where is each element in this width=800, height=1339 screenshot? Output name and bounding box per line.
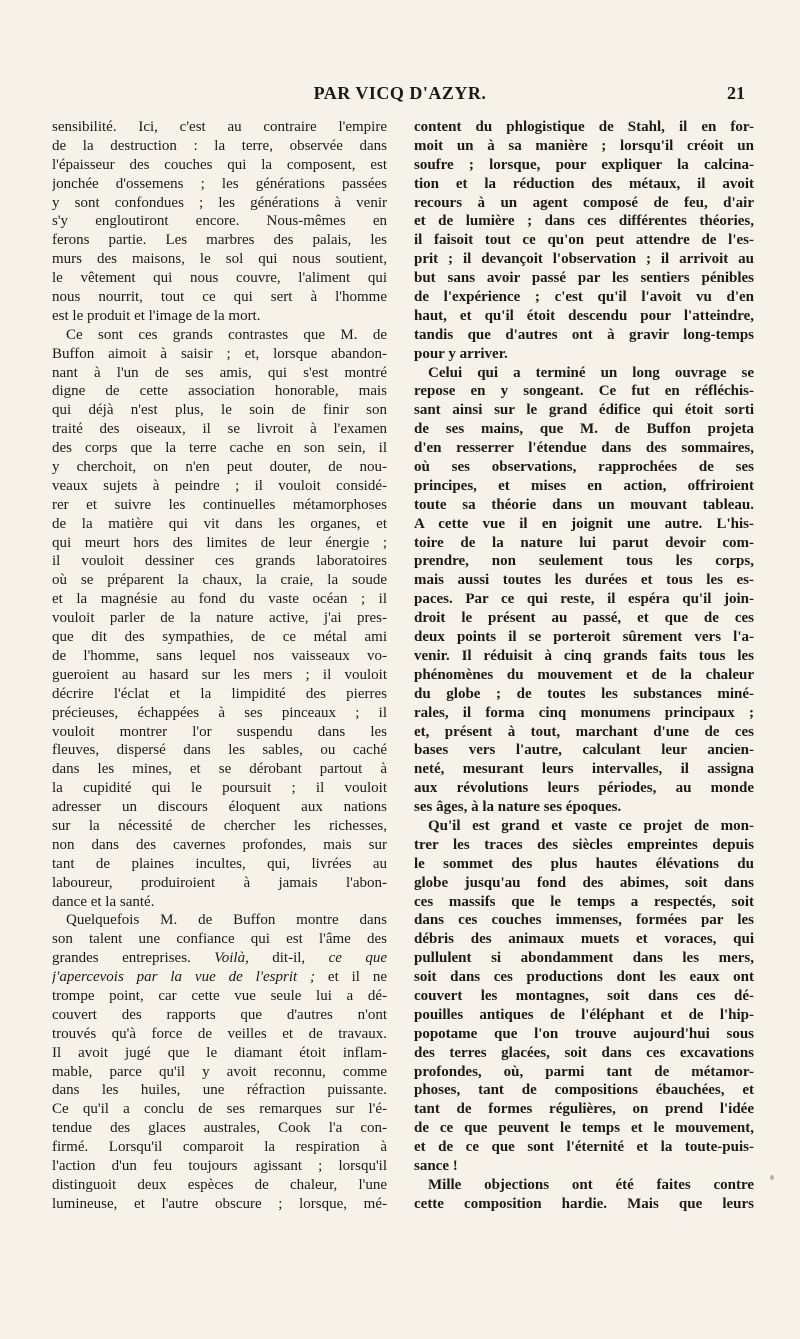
text-line: venir. Il réduisit à cinq grands faits tous les: [414, 647, 754, 664]
text-line: tendue des glaces australes, Cook l'a con-: [52, 1120, 387, 1137]
page-header: [0, 83, 800, 107]
text-line: couvert des rapports que d'autres n'ont: [52, 1006, 387, 1023]
text-line: Mille objections ont été faites contre: [428, 1176, 754, 1193]
text-line: jonchée d'ossemens ; les générations passées: [52, 175, 387, 192]
text-line: tion et la réduction des métaux, il avoit: [414, 175, 754, 192]
text-line: trouvés qu'à force de veilles et de travaux.: [52, 1025, 387, 1042]
text-line: sance !: [414, 1157, 458, 1174]
text-line: paces. Par ce qui reste, il espéra qu'il join-: [414, 591, 754, 608]
text-line: de ce que peuvent le temps et le mouvement,: [414, 1120, 754, 1137]
text-line: la cupidité qui le poursuit ; il vouloit: [52, 780, 387, 797]
text-line: neté, mesurant leurs intervalles, il assigna: [414, 761, 754, 778]
text-line: y sont confondues ; les générations à venir: [52, 194, 387, 211]
text-line: sur la nécessité de chercher les richesses,: [52, 817, 387, 834]
text-line: des terres glacées, soit dans ces excavations: [414, 1044, 754, 1061]
text-line: haut, et qu'il étoit descendu pour l'atteindre,: [414, 307, 754, 324]
text-line: ses âges, à la nature ses époques.: [414, 799, 622, 816]
text-line: prit ; il devançoit l'observation ; il arrivoit au: [414, 251, 754, 268]
text-run: et il ne: [315, 969, 387, 986]
text-line: d'en resserrer l'étendue dans des sommaires,: [414, 440, 754, 457]
text-line: Quelquefois M. de Buffon montre dans: [66, 912, 387, 929]
text-line: nous nourrit, tout ce qui sert à l'homme: [52, 289, 387, 306]
text-line: profondes, où, parmi tant de métamor-: [414, 1063, 754, 1080]
text-line: sensibilité. Ici, c'est au contraire l'empire: [52, 119, 387, 135]
text-line: non dans des cavernes profondes, mais sur: [52, 836, 387, 853]
text-line: content du phlogistique de Stahl, il en for-: [414, 119, 754, 135]
text-line: le sommet des plus hautes élévations du: [414, 855, 754, 872]
text-line: et de ce que sont l'éternité et la toute-puis-: [414, 1139, 754, 1156]
text-line: rer et suivre les continuelles métamorphoses: [52, 496, 387, 513]
text-line: firmé. Lorsqu'il comparoit la respiration à: [52, 1139, 387, 1156]
text-line: que dit des sympathies, de ce métal ami: [52, 629, 387, 646]
text-line: Qu'il est grand et vaste ce projet de mon-: [428, 817, 754, 834]
right-column: [414, 118, 754, 1214]
text-line: est le produit et l'image de la mort.: [52, 307, 261, 324]
text-line: gueroient au hasard sur les mers ; il vouloit: [52, 666, 387, 683]
text-line: droit le présent au passé, et que de ces: [414, 610, 754, 627]
text-line: pour y arriver.: [414, 345, 508, 362]
text-line: dans les huiles, une réfraction puissante.: [52, 1082, 387, 1099]
text-line: tant de formes régulières, on prend l'idée: [414, 1101, 754, 1118]
text-line: il vouloit dessiner ces grands laboratoires: [52, 553, 387, 570]
text-line: Ce sont ces grands contrastes que M. de: [66, 326, 387, 343]
text-line: vouloit montrer l'or suspendu dans les: [52, 723, 387, 740]
text-line: murs des maisons, le sol qui nous soutient,: [52, 251, 387, 268]
text-line: le vêtement qui nous couvre, l'aliment qui: [52, 270, 387, 287]
text-run: dit-il,: [248, 950, 329, 967]
text-line: tant de plaines incultes, qui, livrées au: [52, 855, 387, 872]
text-line: aux révolutions leurs périodes, au monde: [414, 780, 754, 797]
text-line: Celui qui a terminé un long ouvrage se: [428, 364, 754, 381]
text-line: but sans avoir passé par les sentiers pénibles: [414, 270, 754, 287]
text-line: soufre ; lorsque, pour expliquer la calcina-: [414, 156, 754, 173]
running-head: PAR VICQ D'AZYR.: [313, 83, 487, 103]
text-line: phoses, tant de compositions ébauchées, et: [414, 1082, 754, 1099]
text-line: Buffon aimoit à saisir ; et, lorsque abandon-: [52, 345, 387, 362]
text-line: de la destruction : la terre, observée dans: [52, 137, 387, 154]
text-line: fleuves, dispersé dans les sables, ou caché: [52, 742, 387, 759]
text-line: où se préparent la chaux, la craie, la soude: [52, 572, 387, 589]
text-line: débris des animaux muets et voraces, qui: [414, 931, 754, 948]
text-line: des corps que la terre cache en son sein, il: [52, 440, 387, 457]
text-line: et, présent à tout, marchant d'une de ces: [414, 723, 754, 740]
text-line: prendre, non seulement tous les corps,: [414, 553, 754, 570]
text-line: tandis que d'autres ont à gravir long-temps: [414, 326, 754, 343]
text-line: rales, il forma cinq monumens principaux ;: [414, 704, 754, 721]
text-line: ferons partie. Les marbres des palais, les: [52, 232, 387, 249]
text-line: repose en y songeant. Ce fut en réfléchis-: [414, 383, 754, 400]
text-line: A cette vue il en joignit une autre. L'his-: [414, 515, 754, 532]
text-line: moit un à sa manière ; lorsqu'il créoit un: [414, 137, 754, 154]
text-line: toute sa théorie dans un mouvant tableau.: [414, 496, 754, 513]
text-line: il faisoit tout ce qu'on peut attendre de l'es-: [414, 232, 754, 249]
text-line-mixed: [52, 968, 387, 987]
text-line: dans ces couches immenses, formées par les: [414, 912, 754, 929]
text-line: distinguoit deux espèces de chaleur, l'une: [52, 1176, 387, 1193]
text-line: mais aussi toutes les durées et tous les es-: [414, 572, 754, 589]
text-line: Ce qu'il a conclu de ses remarques sur l'é-: [52, 1101, 387, 1118]
text-line: nant à l'un de ses amis, qui s'est montré: [52, 364, 387, 381]
text-line: phénomènes du mouvement et de la chaleur: [414, 666, 754, 683]
text-line: couvert les montagnes, soit dans ces dé-: [414, 987, 754, 1004]
text-line: et la magnésie au fond du vaste océan ; il: [52, 591, 387, 608]
text-line: deux points il se porteroit sûrement vers l'a-: [414, 629, 754, 646]
text-line: recours à un agent composé de feu, d'air: [414, 194, 754, 211]
text-line: sant ainsi sur le grand édifice qui étoit sorti: [414, 402, 754, 419]
text-line: mable, parce qu'il y avoit reconnu, comme: [52, 1063, 387, 1080]
text-line: de la matière qui vit dans les organes, et: [52, 515, 387, 532]
text-line: précieuses, échappées à ses pinceaux ; il: [52, 704, 387, 721]
text-line: traité des oiseaux, il se livroit à l'examen: [52, 421, 387, 438]
text-line: trompe point, car cette vue seule lui a dé-: [52, 987, 387, 1004]
text-line: dance et la santé.: [52, 893, 155, 910]
text-line: de l'expérience ; c'est qu'il l'avoit vu d'en: [414, 289, 754, 306]
italic-run: ce que: [328, 950, 387, 967]
text-line: décrire l'éclat et la limpidité des pierres: [52, 685, 387, 702]
italic-run: Voilà,: [214, 950, 249, 967]
text-line: de ses mains, que M. de Buffon projeta: [414, 421, 754, 438]
text-line: Il avoit jugé que le diamant étoit inflam-: [52, 1044, 387, 1061]
text-line: qui déjà n'est plus, le soin de finir son: [52, 402, 387, 419]
text-line: popotame que l'on trouve aujourd'hui sous: [414, 1025, 754, 1042]
text-line: s'y engloutiront encore. Nous-mêmes en: [52, 213, 387, 230]
text-line: lumineuse, et l'autre obscure ; lorsque, mé-: [52, 1195, 387, 1212]
text-line: qui meurt hors des limites de leur énergie ;: [52, 534, 387, 551]
text-run: grandes entreprises.: [52, 950, 191, 967]
text-line: ces massifs que le temps a respectés, soit: [414, 893, 754, 910]
text-line: dans les mines, et se dérobant partout à: [52, 761, 387, 778]
text-line: où ses observations, rapprochées de ses: [414, 459, 754, 476]
text-line: globe jusqu'au fond des abimes, soit dans: [414, 874, 754, 891]
ink-spot: [770, 1175, 774, 1180]
text-line-mixed: [52, 949, 387, 968]
text-line: pouilles antiques de l'éléphant et de l'hip-: [414, 1006, 754, 1023]
text-line: cette composition hardie. Mais que leurs: [414, 1195, 754, 1212]
text-line: adresser un discours éloquent aux nations: [52, 799, 387, 816]
text-line: vouloit parler de la nature active, j'ai pres-: [52, 610, 387, 627]
text-line: de l'homme, sans lequel nos vaisseaux vo-: [52, 647, 387, 664]
page-number: 21: [727, 83, 745, 103]
text-line: trer les traces des siècles empreintes depuis: [414, 836, 754, 853]
text-line: laboureur, produiroient à jamais l'abon-: [52, 874, 387, 891]
italic-run: j'apercevois par la vue de l'esprit ;: [52, 969, 316, 986]
text-line: veaux sujets à peindre ; il vouloit considé-: [52, 477, 387, 494]
text-line: digne de cette association honorable, mais: [52, 383, 387, 400]
text-line: pullulent si abondamment dans les mers,: [414, 950, 754, 967]
text-line: son talent une confiance qui est l'âme des: [52, 931, 387, 948]
text-line: toire de la nature lui parut devoir com-: [414, 534, 754, 551]
text-line: soit dans ces productions dont les eaux ont: [414, 969, 754, 986]
text-line: y cherchoit, on n'en peut douter, de nou-: [52, 459, 387, 476]
text-line: l'action d'un feu toujours agissant ; lorsqu'il: [52, 1157, 387, 1174]
text-line: du globe ; de toutes les substances miné-: [414, 685, 754, 702]
text-line: et de lumière ; dans ces différentes théories,: [414, 213, 754, 230]
left-column: [52, 118, 387, 1214]
text-line: principes, et mises en action, offriroient: [414, 477, 754, 494]
text-line: bases vers l'autre, calculant leur ancien-: [414, 742, 754, 759]
text-line: l'épaisseur des couches qui la composent, est: [52, 156, 387, 173]
